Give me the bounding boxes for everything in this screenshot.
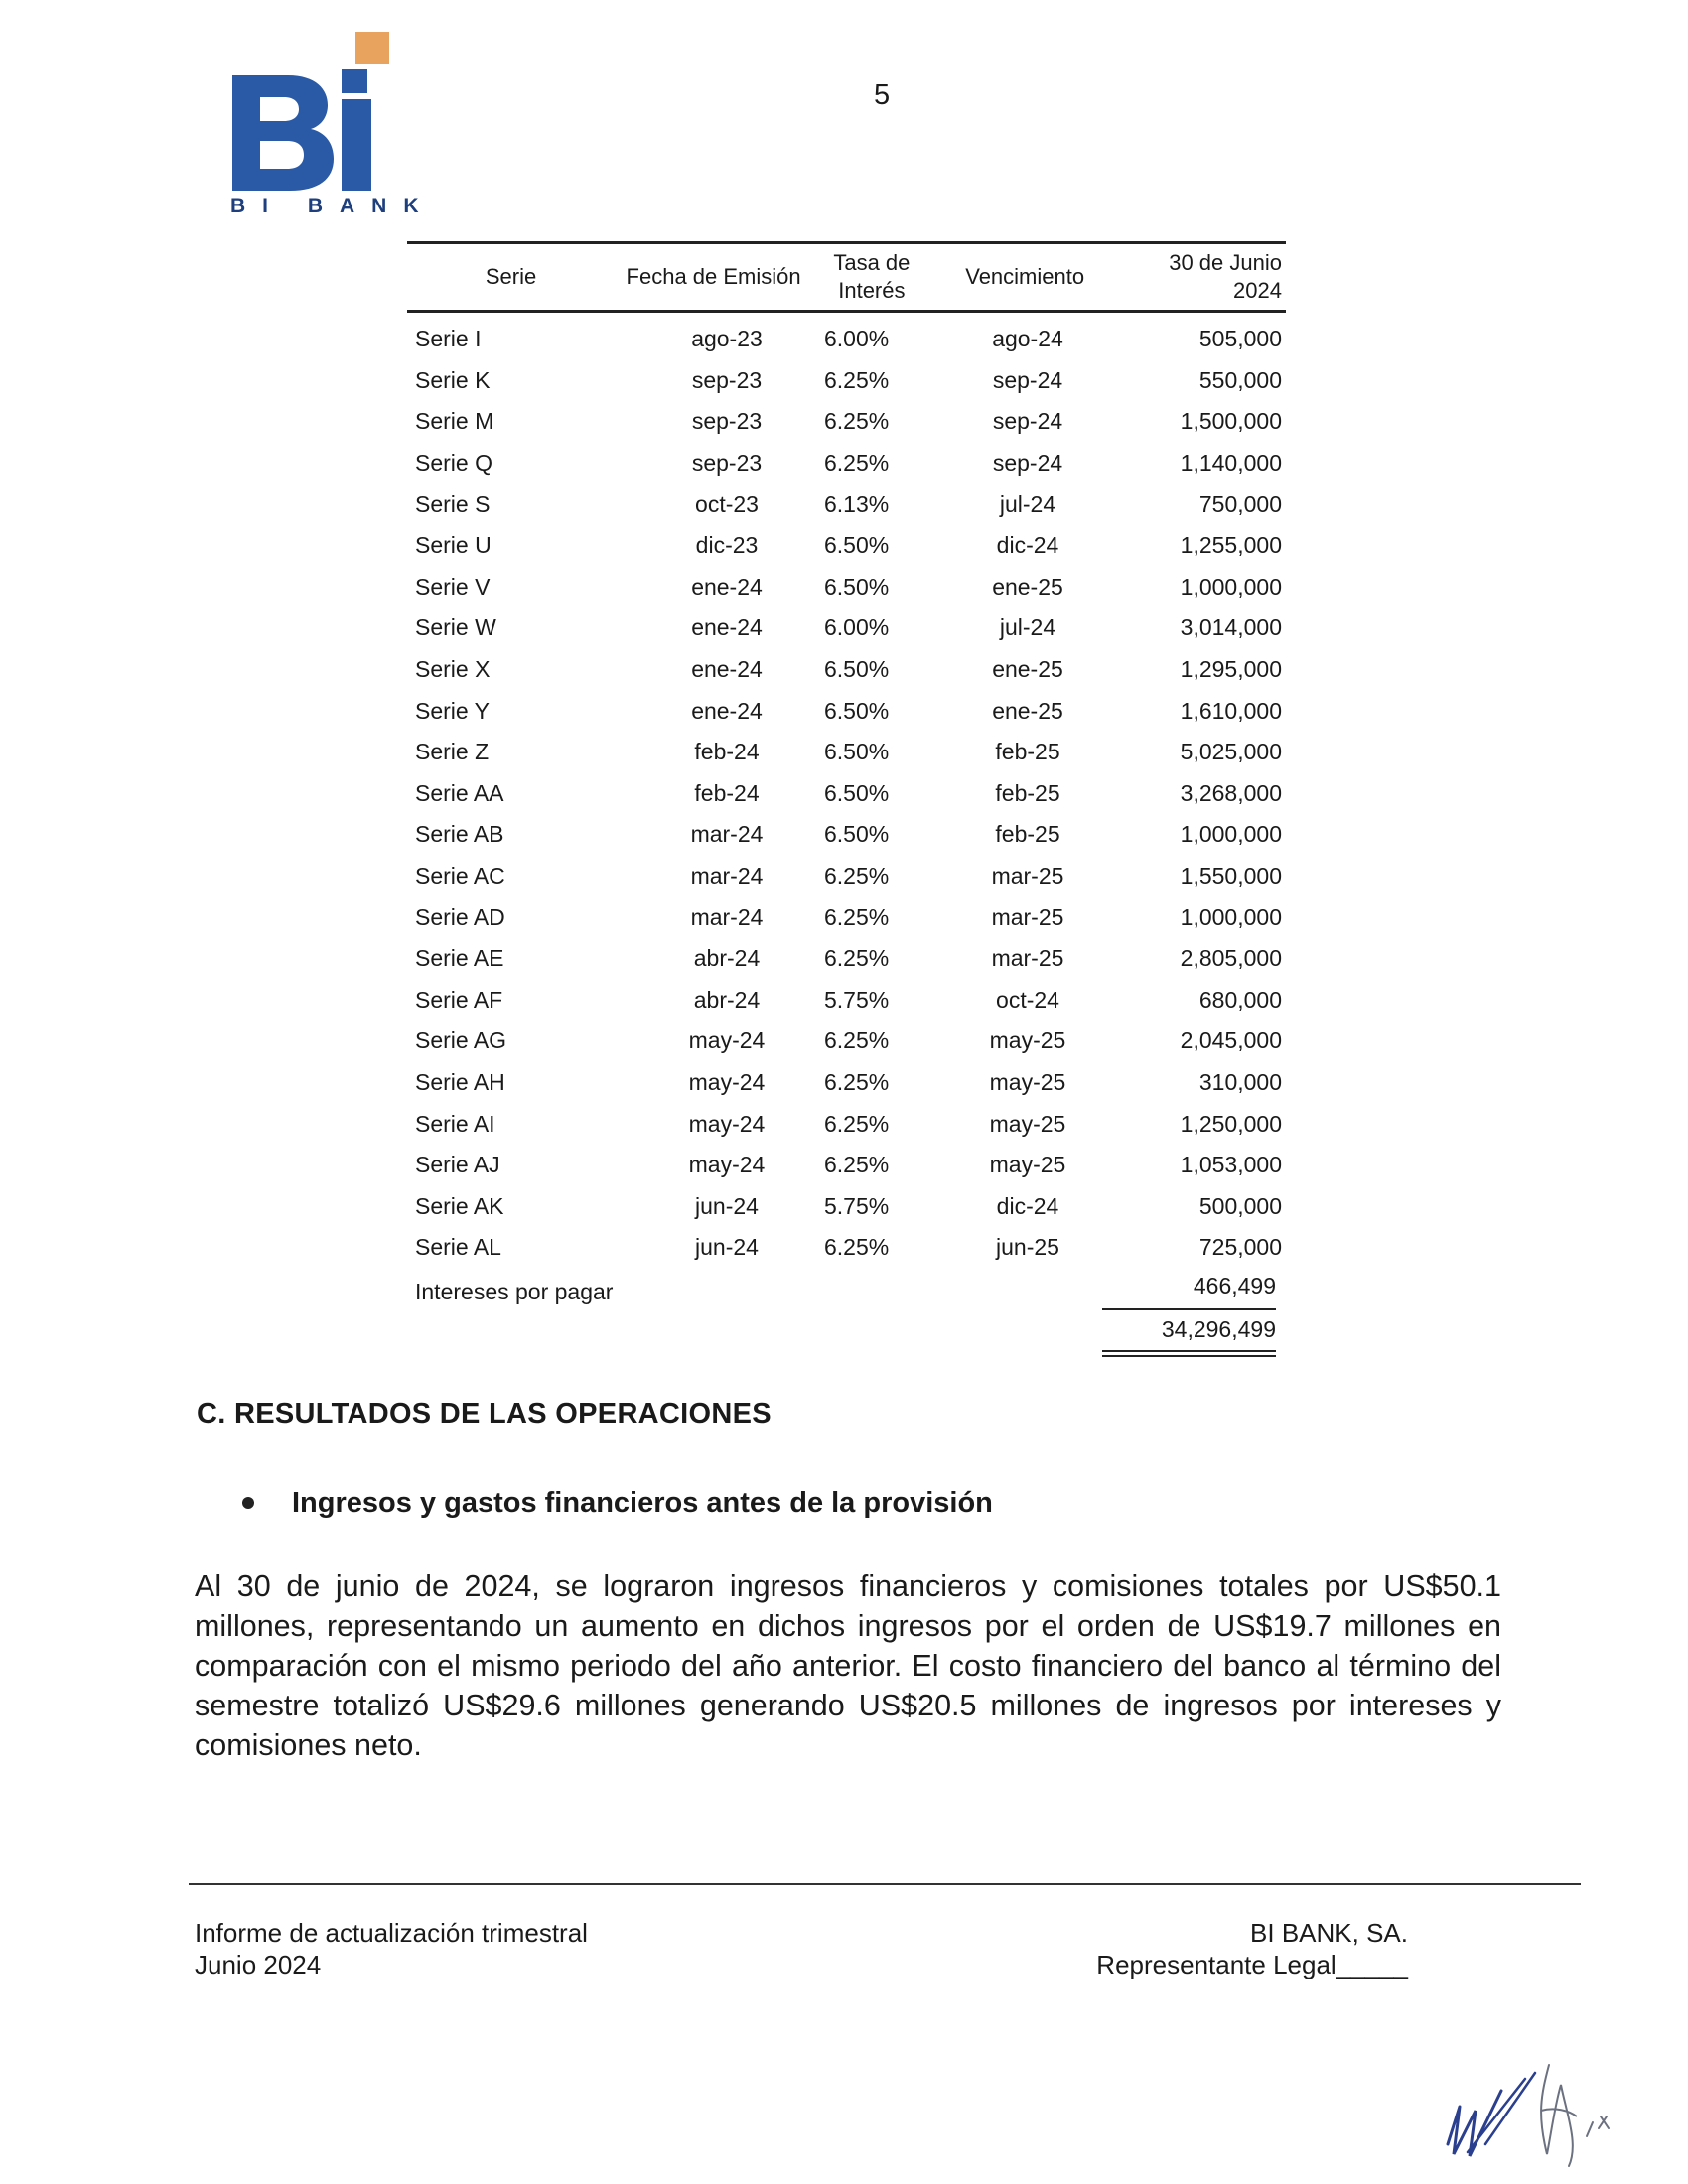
sub-heading: Ingresos y gastos financieros antes de la provisión [292,1487,993,1519]
table-row [407,443,1286,484]
intereses-label: Intereses por pagar [415,1278,614,1304]
cell-monto: 2,045,000 [1180,1027,1282,1054]
footer-left [195,1917,588,1980]
col-header-serie: Serie [485,264,537,289]
bonds-table [407,241,1286,1354]
footer-right [1096,1917,1408,1980]
table-body [407,313,1286,1269]
cell-vencimiento: feb-25 [995,779,1060,806]
cell-vencimiento: ene-25 [992,697,1063,724]
cell-vencimiento: may-25 [989,1152,1066,1178]
cell-tasa: 6.50% [824,779,890,806]
cell-serie: Serie Y [415,697,491,724]
cell-tasa: 6.50% [824,656,890,683]
cell-tasa: 6.50% [824,821,890,848]
table-row [407,360,1286,402]
cell-fecha-emision: sep-23 [691,366,763,393]
cell-serie: Serie AI [415,1110,495,1137]
table-row [407,773,1286,815]
cell-vencimiento: sep-24 [992,366,1063,393]
cell-serie: Serie I [415,326,482,352]
cell-serie: Serie M [415,408,494,435]
cell-monto: 505,000 [1198,326,1282,352]
cell-monto: 680,000 [1198,986,1282,1013]
cell-vencimiento: may-25 [989,1068,1066,1095]
table-row [407,567,1286,609]
cell-monto: 3,014,000 [1180,614,1282,641]
cell-serie: Serie AL [415,1234,501,1261]
cell-monto: 5,025,000 [1180,739,1282,765]
cell-tasa: 6.00% [824,326,890,352]
cell-tasa: 6.25% [824,945,890,972]
table-row [407,1021,1286,1062]
col-header-tasa-line2: Interés [838,278,906,303]
col-header-vencimiento: Vencimiento [965,264,1085,289]
table-row [407,690,1286,732]
cell-fecha-emision: ene-24 [691,573,763,600]
cell-serie: Serie W [415,614,496,641]
cell-fecha-emision: sep-23 [691,450,763,477]
cell-monto: 1,140,000 [1180,450,1282,477]
cell-vencimiento: dic-24 [996,1192,1059,1219]
cell-serie: Serie Z [415,739,490,765]
section-heading: C. RESULTADOS DE LAS OPERACIONES [197,1398,772,1430]
cell-vencimiento: ago-24 [992,326,1063,352]
cell-serie: Serie AE [415,945,504,972]
cell-serie: Serie AF [415,986,503,1013]
table-row [407,608,1286,649]
cell-serie: Serie AB [415,821,504,848]
cell-monto: 310,000 [1198,1068,1282,1095]
cell-tasa: 6.25% [824,903,890,930]
cell-tasa: 6.25% [824,366,890,393]
cell-fecha-emision: may-24 [688,1152,766,1178]
cell-vencimiento: jul-24 [999,490,1056,517]
cell-vencimiento: mar-25 [991,945,1064,972]
cell-monto: 3,268,000 [1180,779,1282,806]
cell-tasa: 6.25% [824,1027,890,1054]
cell-fecha-emision: dic-23 [695,532,759,559]
total-double-rule-2 [1102,1355,1276,1357]
total-value: 34,296,499 [1161,1315,1276,1342]
bi-bank-logo [230,30,399,218]
cell-serie: Serie AD [415,903,505,930]
cell-tasa: 6.25% [824,1234,890,1261]
cell-tasa: 6.50% [824,739,890,765]
table-row [407,649,1286,691]
cell-monto: 1,255,000 [1180,532,1282,559]
body-paragraph: Al 30 de junio de 2024, se lograron ingresos financieros y comisiones totales por US$50.1 millones, representando un aumento en dichos ingresos por el orden de US$19.7 millones en comparación con el mismo periodo del año anterior. El costo financiero del banco al término del semestre totalizó US$29.6 millones generando US$20.5 millones de ingresos por intereses y comisiones neto. [195,1570,1501,1762]
col-header-monto: 30 de Junio 2024 [1169,250,1282,303]
cell-monto: 1,250,000 [1180,1110,1282,1137]
col-header-tasa-line1: Tasa de [833,250,911,275]
table-row [407,1227,1286,1269]
cell-vencimiento: may-25 [989,1027,1066,1054]
table-row [407,1185,1286,1227]
cell-monto: 1,610,000 [1180,697,1282,724]
table-row [407,483,1286,525]
footer-date: Junio 2024 [195,1950,322,1979]
cell-tasa: 6.25% [824,450,890,477]
cell-monto: 1,000,000 [1180,903,1282,930]
table-row [407,732,1286,773]
cell-fecha-emision: mar-24 [690,821,764,848]
table-row [407,1103,1286,1145]
cell-monto: 750,000 [1198,490,1282,517]
cell-serie: Serie AJ [415,1152,500,1178]
cell-tasa: 6.00% [824,614,890,641]
table-row [407,401,1286,443]
cell-fecha-emision: mar-24 [690,903,764,930]
cell-tasa: 6.25% [824,1110,890,1137]
cell-fecha-emision: may-24 [688,1110,766,1137]
cell-serie: Serie AG [415,1027,507,1054]
table-row [407,1145,1286,1186]
cell-serie: Serie S [415,490,491,517]
cell-fecha-emision: abr-24 [693,945,761,972]
cell-serie: Serie V [415,573,491,600]
total-double-rule-1 [1102,1350,1276,1352]
cell-fecha-emision: jun-24 [695,1192,759,1219]
cell-fecha-emision: abr-24 [693,986,761,1013]
cell-tasa: 5.75% [824,1192,890,1219]
cell-vencimiento: jul-24 [999,614,1056,641]
cell-serie: Serie K [415,366,491,393]
footer-company: BI BANK, SA. [1250,1918,1408,1948]
cell-tasa: 6.50% [824,532,890,559]
cell-fecha-emision: may-24 [688,1068,766,1095]
intereses-row [407,1269,1286,1310]
cell-vencimiento: oct-24 [996,986,1059,1013]
cell-vencimiento: dic-24 [996,532,1059,559]
cell-serie: Serie U [415,532,492,559]
cell-vencimiento: ene-25 [992,573,1063,600]
cell-tasa: 6.25% [824,1068,890,1095]
logo-text: BI BANK [230,195,436,217]
table-row [407,980,1286,1022]
cell-vencimiento: mar-25 [991,903,1064,930]
cell-fecha-emision: ene-24 [691,697,763,724]
cell-monto: 2,805,000 [1180,945,1282,972]
cell-tasa: 6.25% [824,408,890,435]
cell-serie: Serie AK [415,1192,504,1219]
cell-tasa: 6.13% [824,490,890,517]
footer-rule [189,1883,1581,1885]
cell-serie: Serie Q [415,450,492,477]
cell-vencimiento: feb-25 [995,739,1060,765]
cell-monto: 725,000 [1198,1234,1282,1261]
total-row [407,1310,1286,1354]
cell-fecha-emision: jun-24 [695,1234,759,1261]
cell-monto: 500,000 [1198,1192,1282,1219]
table-row [407,1062,1286,1104]
table-row [407,319,1286,360]
cell-monto: 1,000,000 [1180,821,1282,848]
cell-monto: 1,053,000 [1180,1152,1282,1178]
table-row [407,525,1286,567]
col-header-tasa [812,249,930,305]
table-row [407,938,1286,980]
cell-tasa: 5.75% [824,986,890,1013]
cell-vencimiento: jun-25 [996,1234,1059,1261]
cell-vencimiento: sep-24 [992,450,1063,477]
table-header [407,244,1286,310]
cell-tasa: 6.25% [824,863,890,889]
cell-vencimiento: sep-24 [992,408,1063,435]
cell-vencimiento: feb-25 [995,821,1060,848]
cell-fecha-emision: may-24 [688,1027,766,1054]
col-header-fecha-emision: Fecha de Emisión [626,264,801,289]
cell-tasa: 6.50% [824,573,890,600]
table-row [407,856,1286,897]
intereses-value: 466,499 [1193,1272,1276,1298]
cell-monto: 1,500,000 [1180,408,1282,435]
cell-vencimiento: ene-25 [992,656,1063,683]
cell-vencimiento: may-25 [989,1110,1066,1137]
cell-monto: 550,000 [1198,366,1282,393]
cell-fecha-emision: feb-24 [694,779,760,806]
page-number: 5 [874,79,891,111]
cell-fecha-emision: feb-24 [694,739,760,765]
cell-serie: Serie AC [415,863,505,889]
cell-tasa: 6.50% [824,697,890,724]
footer-report-title: Informe de actualización trimestral [195,1918,588,1948]
cell-monto: 1,550,000 [1180,863,1282,889]
cell-fecha-emision: ago-23 [691,326,763,352]
cell-fecha-emision: sep-23 [691,408,763,435]
cell-serie: Serie AH [415,1068,505,1095]
table-row [407,896,1286,938]
cell-tasa: 6.25% [824,1152,890,1178]
logo-b-glyph [232,75,334,191]
cell-serie: Serie X [415,656,491,683]
table-row [407,814,1286,856]
signature-icon [1430,1995,1668,2174]
cell-fecha-emision: ene-24 [691,656,763,683]
cell-serie: Serie AA [415,779,504,806]
cell-monto: 1,000,000 [1180,573,1282,600]
cell-monto: 1,295,000 [1180,656,1282,683]
cell-fecha-emision: mar-24 [690,863,764,889]
bullet-icon [242,1497,254,1509]
cell-fecha-emision: ene-24 [691,614,763,641]
cell-vencimiento: mar-25 [991,863,1064,889]
cell-fecha-emision: oct-23 [695,490,759,517]
footer-legal-rep: Representante Legal_____ [1096,1950,1408,1979]
